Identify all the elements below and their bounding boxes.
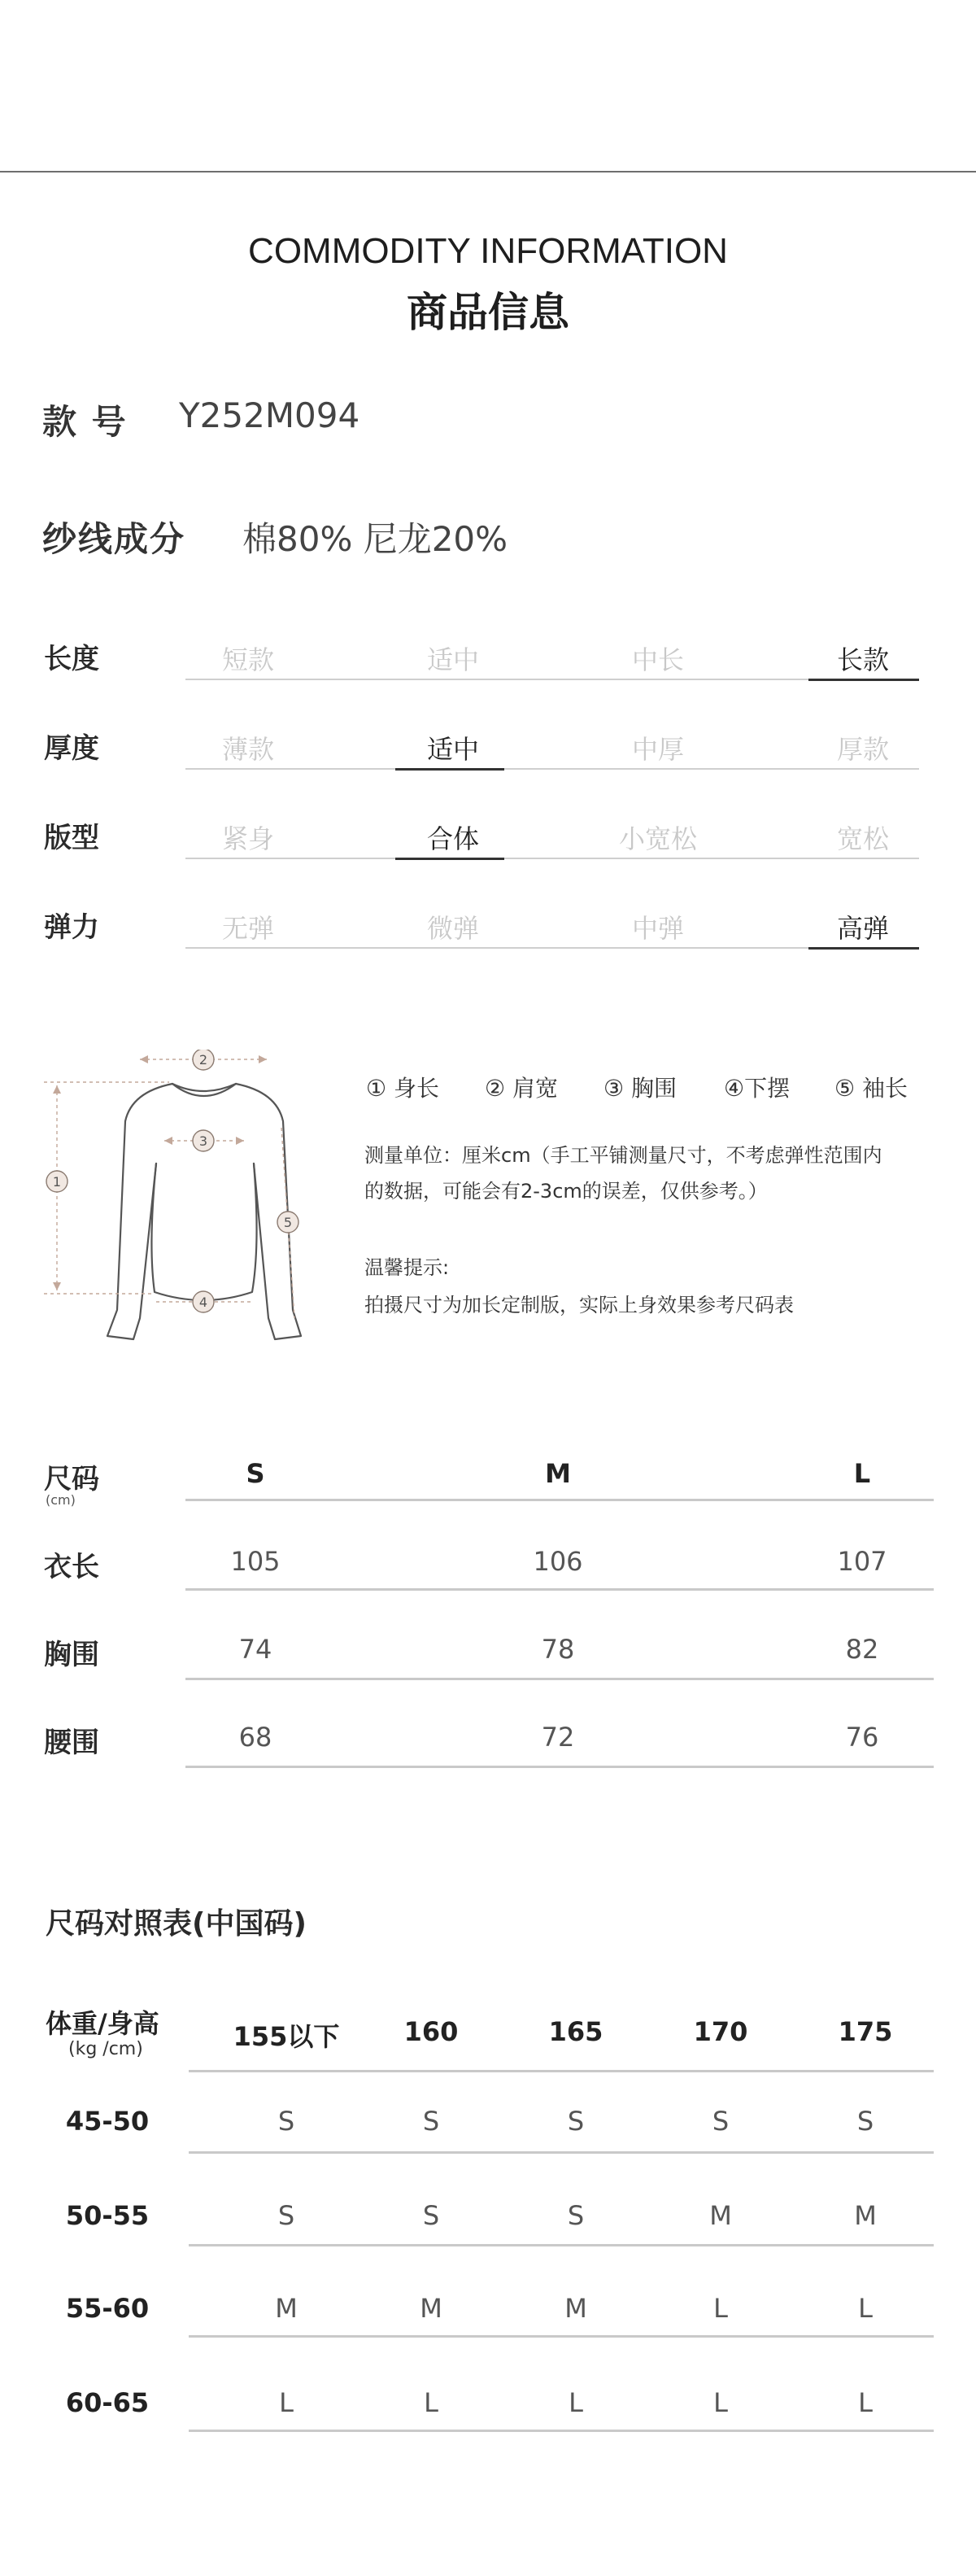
compare-table-height: 170 [693,2016,748,2047]
attr-label-elasticity: 弹力 [44,911,99,944]
attr-option-selected: 适中 [426,734,479,765]
compare-table-rule [189,2070,934,2072]
measure-note-line2: 的数据，可能会有2-3cm的误差，仅供参考。） [364,1180,768,1203]
measure-marker-1 [46,1171,68,1192]
attr-underline [599,947,804,949]
measure-note-line1: 测量单位：厘米cm（手工平铺测量尺寸，不考虑弹性范围内 [364,1144,882,1167]
size-table-cell: 72 [541,1722,575,1753]
compare-table-cell: S [422,2200,440,2231]
compare-table-cell: S [567,2200,585,2231]
size-table-head-s: S [246,1458,265,1489]
attr-underline [599,858,804,859]
svg-text:2: 2 [198,1052,208,1068]
compare-table-cell: L [569,2387,583,2418]
attr-option: 无弹 [221,913,274,944]
compare-table-cell: L [858,2293,873,2324]
attr-option: 中长 [631,644,684,675]
legend-shoulder-width: ② 肩宽 [485,1075,559,1102]
attr-option: 短款 [221,644,274,675]
garment-measure-diagram [41,1050,317,1359]
attr-label-length: 长度 [44,643,99,675]
size-table-head-l: L [853,1458,871,1489]
attr-underline [808,768,919,770]
legend-sleeve-length: ⑤ 袖长 [834,1075,908,1102]
size-table-rule [185,1678,934,1680]
compare-table-height: 155以下 [233,2021,340,2052]
size-table-cell: 105 [230,1546,281,1577]
measure-arrows [53,1055,267,1290]
measure-marker-5 [277,1212,298,1233]
attr-selected-underline [808,679,919,681]
size-table-row-label: 衣长 [44,1551,99,1583]
attr-underline [185,858,394,859]
legend-hem: ④下摆 [724,1075,791,1102]
svg-text:5: 5 [283,1215,293,1230]
measure-marker-2 [193,1050,214,1070]
compare-table-cell: M [564,2293,587,2324]
compare-table-row-label: 55-60 [65,2293,150,2324]
size-table-row-label: 腰围 [44,1727,99,1759]
compare-table-height: 160 [403,2016,459,2047]
attr-underline [599,768,804,770]
svg-text:1: 1 [52,1174,62,1190]
attr-underline [185,679,394,680]
attr-underline [394,947,599,949]
legend-chest: ③ 胸围 [603,1075,678,1102]
svg-text:3: 3 [198,1133,208,1149]
compare-table-cell: S [856,2106,874,2137]
legend-body-length: ① 身长 [366,1075,440,1102]
attr-option-selected: 高弹 [836,913,889,944]
compare-table-cell: S [277,2200,295,2231]
style-number-value: Y252M094 [179,395,360,435]
compare-table-height: 165 [548,2016,603,2047]
compare-table-rule [189,2335,934,2338]
size-table-row-label: 胸围 [44,1639,99,1671]
compare-table-height: 175 [838,2016,893,2047]
compare-table-row-label: 45-50 [65,2106,150,2137]
measure-markers [46,1050,298,1312]
attr-option-selected: 合体 [426,823,479,854]
size-table-rule [185,1588,934,1591]
attr-label-fit: 版型 [44,822,99,854]
header-title-cn: 商品信息 [407,289,569,336]
size-table-cell: 82 [845,1634,879,1665]
yarn-composition-value: 棉80% 尼龙20% [242,519,508,559]
tip-title: 温馨提示: [364,1256,450,1279]
compare-table-cell: L [858,2387,873,2418]
attr-label-thickness: 厚度 [44,732,99,765]
compare-table-cell: S [712,2106,730,2137]
compare-table-title: 尺码对照表(中国码) [46,1907,307,1941]
compare-table-corner: 体重/身高 [46,2008,159,2039]
compare-table-cell: S [567,2106,585,2137]
compare-table-rule [189,2430,934,2432]
attr-option: 微弹 [426,913,479,944]
attr-selected-underline [395,858,504,860]
compare-table-rule [189,2244,934,2246]
attr-option: 小宽松 [618,823,697,854]
compare-table-corner-unit: (kg /cm) [68,2039,143,2059]
compare-table-cell: S [277,2106,295,2137]
compare-table-cell: L [424,2387,438,2418]
size-table-cell: 106 [533,1546,583,1577]
attr-selected-underline [395,768,504,771]
attr-underline [185,768,394,770]
measure-marker-4 [193,1291,214,1312]
size-table-unit: (cm) [46,1492,76,1508]
size-table-cell: 107 [837,1546,887,1577]
compare-table-cell: M [854,2200,877,2231]
compare-table-rule [189,2151,934,2154]
tip-text: 拍摄尺寸为加长定制版，实际上身效果参考尺码表 [364,1294,794,1316]
compare-table-cell: L [279,2387,294,2418]
attr-option: 紧身 [221,823,274,854]
attr-option: 适中 [426,644,479,675]
size-table-cell: 76 [845,1722,879,1753]
compare-table-row-label: 60-65 [65,2387,150,2418]
attr-option: 中厚 [631,734,684,765]
attr-underline [394,679,599,680]
size-table-cell: 78 [541,1634,575,1665]
attr-option: 宽松 [836,823,889,854]
attr-underline [599,679,804,680]
compare-table-cell: M [420,2293,442,2324]
attr-option: 中弹 [631,913,684,944]
attr-underline [808,858,919,859]
top-divider [0,171,976,172]
size-table-rule [185,1499,934,1501]
compare-table-cell: M [275,2293,298,2324]
size-table-header-label: 尺码 [44,1463,99,1495]
svg-text:4: 4 [198,1295,208,1310]
measure-marker-3 [193,1130,214,1151]
size-table-rule [185,1766,934,1768]
attr-option: 薄款 [221,734,274,765]
header-title-en: COMMODITY INFORMATION [248,231,728,271]
size-table-cell: 74 [238,1634,272,1665]
compare-table-cell: L [713,2387,728,2418]
attr-underline [185,947,394,949]
compare-table-cell: S [422,2106,440,2137]
attr-selected-underline [808,947,919,950]
yarn-composition-label: 纱线成分 [42,519,186,559]
size-table-cell: 68 [238,1722,272,1753]
compare-table-cell: M [709,2200,732,2231]
compare-table-cell: L [713,2293,728,2324]
attr-option-selected: 长款 [836,644,889,675]
attr-option: 厚款 [836,734,889,765]
size-table-head-m: M [545,1458,571,1489]
compare-table-row-label: 50-55 [65,2200,150,2231]
style-number-label: 款 号 [42,402,128,442]
